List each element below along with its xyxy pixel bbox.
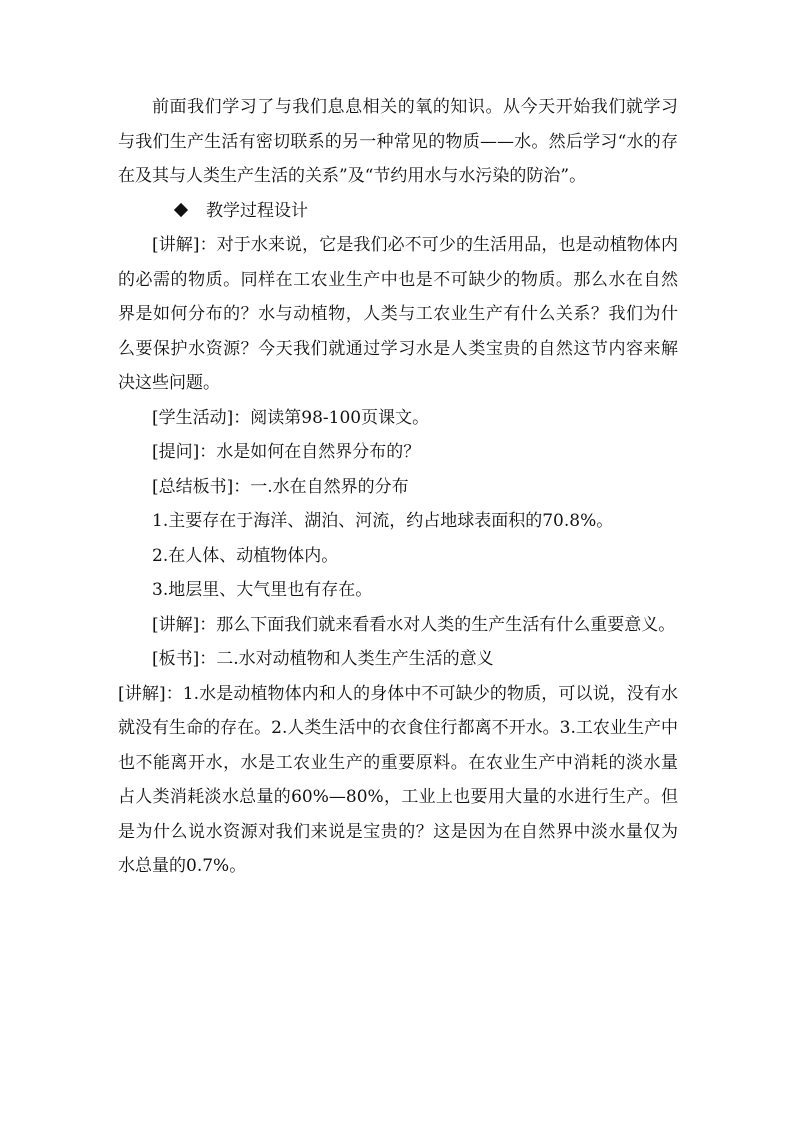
student-activity-paragraph: [学生活动]：阅读第98-100页课文。 bbox=[152, 407, 430, 428]
document-body bbox=[118, 90, 678, 884]
list-item-3: 3.地层里、大气里也有存在。 bbox=[152, 580, 373, 600]
explain-paragraph-2: [讲解]：那么下面我们就来看看水对人类的生产生活有什么重要意义。 bbox=[152, 614, 676, 635]
section-heading-text: 教学过程设计 bbox=[206, 200, 308, 221]
intro-paragraph: 前面我们学习了与我们息息相关的氧的知识。从今天开始我们就学习与我们生产生活有密切联系的另一种常见的物质——水。然后学习“水的存在及其与人类生产生活的关系”及“节约用水与水污染的防治”。 bbox=[118, 97, 678, 186]
summary-paragraph: [总结板书]：一.水在自然界的分布 bbox=[152, 476, 409, 497]
diamond-bullet-icon bbox=[174, 203, 188, 217]
board-paragraph: [板书]：二.水对动植物和人类生产生活的意义 bbox=[152, 649, 494, 669]
question-paragraph: [提问]：水是如何在自然界分布的？ bbox=[152, 442, 421, 462]
section-heading bbox=[118, 194, 678, 229]
explain-paragraph-3: [讲解]：1.水是动植物体内和人的身体中不可缺少的物质，可以说，没有水就没有生命的存在。2.人类生活中的衣食住行都离不开水。3.工农业生产中也不能离开水，水是工农业生产的重要原料。在农业生产中消耗的淡水量占人类消耗淡水总量的60%—80%，工业上也要用大量的水进行生产。但是为什么说水资源对我们来说是宝贵的？这是因为在自然界中淡水量仅为水总量的0.7%。 bbox=[118, 683, 678, 876]
list-item-2: 2.在人体、动植物体内。 bbox=[152, 545, 339, 566]
explain-paragraph-1: [讲解]：对于水来说，它是我们必不可少的生活用品，也是动植物体内的必需的物质。同样在工农业生产中也是不可缺少的物质。那么水在自然界是如何分布的？水与动植物，人类与工农业生产有什么关系？我们为什么要保护水资源？今天我们就通过学习水是人类宝贵的自然这节内容来解决这些问题。 bbox=[118, 235, 678, 393]
list-item-1: 1.主要存在于海洋、湖泊、河流，约占地球表面积的70.8%。 bbox=[152, 511, 614, 531]
